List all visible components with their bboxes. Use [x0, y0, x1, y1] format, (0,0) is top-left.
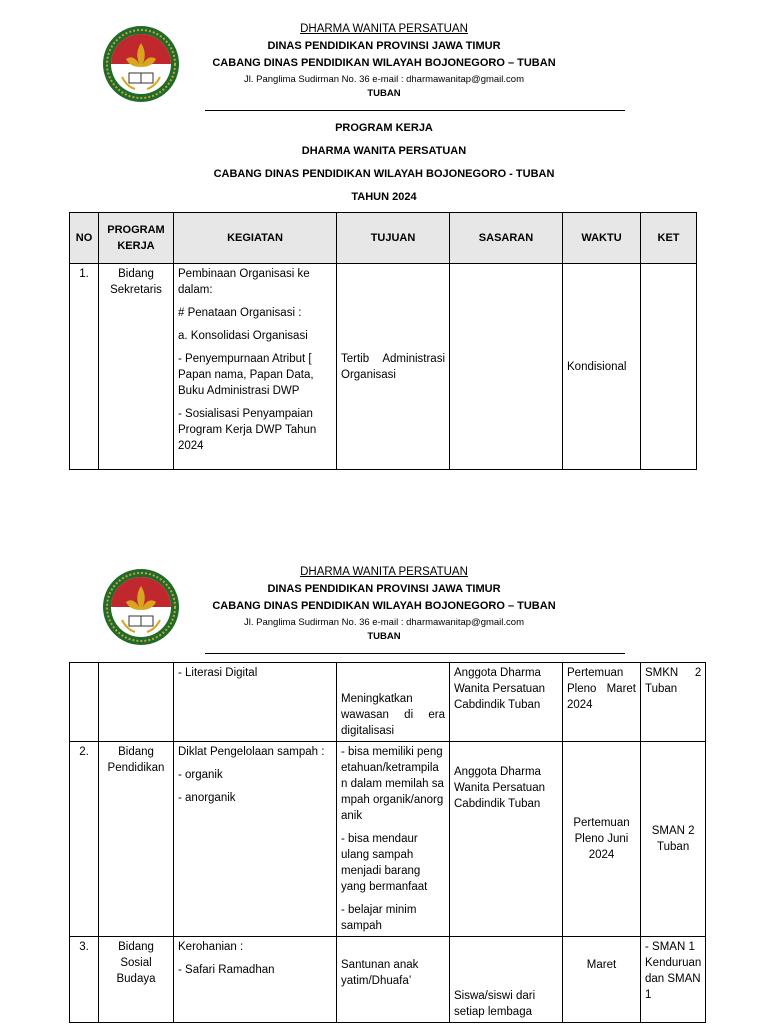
header-waktu: WAKTU [563, 213, 641, 264]
tujuan-line: - bisa memiliki pengetahuan/ketrampilan dalam memilah sampah organik/anorganik [341, 746, 444, 822]
cell-program [99, 663, 174, 742]
cell-kegiatan: - Literasi Digital [174, 663, 337, 742]
kegiatan-line: - Sosialisasi Penyampaian Program Kerja DWP Tahun 2024 [178, 408, 317, 452]
kegiatan-line: Diklat Pengelolaan sampah : [178, 746, 325, 758]
cell-program: Bidang Sekretaris [99, 264, 174, 470]
cell-kegiatan [174, 937, 337, 1023]
cell-kegiatan [174, 742, 337, 937]
program-table-page-1 [69, 212, 697, 470]
kegiatan-line: Pembinaan Organisasi ke dalam: [178, 268, 310, 296]
cell-ket: SMKN 2 Tuban [641, 663, 706, 742]
letterhead-org: DHARMA WANITA PERSATUAN [300, 23, 468, 35]
table-row [70, 742, 706, 937]
cell-waktu: Pertemuan Pleno Maret 2024 [563, 663, 641, 742]
letterhead-divider [205, 110, 625, 111]
cell-tujuan: Santunan anak yatim/Dhuafa’ [337, 937, 450, 1023]
table-row [70, 663, 706, 742]
tujuan-line: - bisa mendaur ulang sampah menjadi barang yang bermanfaat [341, 833, 428, 893]
doc-title-line-4: TAHUN 2024 [351, 191, 417, 203]
cell-ket: SMAN 2 Tuban [641, 742, 706, 937]
cell-kegiatan [174, 264, 337, 470]
cell-no: 2. [70, 742, 99, 937]
tujuan-line: - belajar minim sampah [341, 904, 417, 932]
header-ket: KET [641, 213, 697, 264]
cell-sasaran [450, 264, 563, 470]
doc-title-line-1: PROGRAM KERJA [335, 122, 433, 134]
letterhead-dept: DINAS PENDIDIKAN PROVINSI JAWA TIMUR [267, 40, 501, 52]
letterhead-city: TUBAN [367, 631, 401, 642]
header-kegiatan: KEGIATAN [174, 213, 337, 264]
doc-title-line-3: CABANG DINAS PENDIDIKAN WILAYAH BOJONEGORO - TUBAN [213, 168, 555, 180]
letterhead-branch: CABANG DINAS PENDIDIKAN WILAYAH BOJONEGORO – TUBAN [212, 600, 556, 612]
cell-ket [641, 264, 697, 470]
cell-program: Bidang Sosial Budaya [99, 937, 174, 1023]
cell-program: Bidang Pendidikan [99, 742, 174, 937]
cell-no: 3. [70, 937, 99, 1023]
kegiatan-line: - anorganik [178, 792, 236, 804]
letterhead-address: Jl. Panglima Sudirman No. 36 e-mail : dharmawanitap@gmail.com [244, 74, 524, 85]
cell-waktu: Pertemuan Pleno Juni 2024 [563, 742, 641, 937]
kegiatan-line: - Safari Ramadhan [178, 964, 275, 976]
table-row [70, 937, 706, 1023]
header-no: NO [70, 213, 99, 264]
cell-no: 1. [70, 264, 99, 470]
program-table-page-2 [69, 662, 706, 1023]
header-tujuan: TUJUAN [337, 213, 450, 264]
table-header-row [70, 213, 697, 264]
letterhead-branch: CABANG DINAS PENDIDIKAN WILAYAH BOJONEGORO – TUBAN [212, 57, 556, 69]
cell-ket: - SMAN 1 Kenduruan dan SMAN 1 [641, 937, 706, 1023]
header-sasaran: SASARAN [450, 213, 563, 264]
kegiatan-line: - Penyempurnaan Atribut [ Papan nama, Papan Data, Buku Administrasi DWP [178, 353, 314, 397]
letterhead-address: Jl. Panglima Sudirman No. 36 e-mail : dharmawanitap@gmail.com [244, 617, 524, 628]
cell-sasaran: Siswa/siswi dari setiap lembaga [450, 937, 563, 1023]
cell-tujuan: Meningkatkan wawasan di era digitalisasi [337, 663, 450, 742]
header-program-kerja: PROGRAM KERJA [99, 213, 174, 264]
cell-sasaran: Anggota Dharma Wanita Persatuan Cabdindik Tuban [450, 663, 563, 742]
kegiatan-line: Kerohanian : [178, 941, 244, 953]
letterhead-org: DHARMA WANITA PERSATUAN [300, 566, 468, 578]
cell-tujuan: Tertib Administrasi Organisasi [337, 264, 450, 470]
cell-sasaran: Anggota Dharma Wanita Persatuan Cabdindik Tuban [450, 742, 563, 937]
letterhead-divider [205, 653, 625, 654]
cell-no [70, 663, 99, 742]
table-row [70, 264, 697, 470]
letterhead-city: TUBAN [367, 88, 401, 99]
doc-title-line-2: DHARMA WANITA PERSATUAN [301, 145, 467, 157]
kegiatan-line: - organik [178, 769, 223, 781]
kegiatan-line: # Penataan Organisasi : [178, 307, 302, 319]
letterhead-dept: DINAS PENDIDIKAN PROVINSI JAWA TIMUR [267, 583, 501, 595]
cell-waktu: Maret [563, 937, 641, 1023]
kegiatan-line: a. Konsolidasi Organisasi [178, 330, 308, 342]
cell-waktu: Kondisional [563, 264, 641, 470]
cell-tujuan [337, 742, 450, 937]
